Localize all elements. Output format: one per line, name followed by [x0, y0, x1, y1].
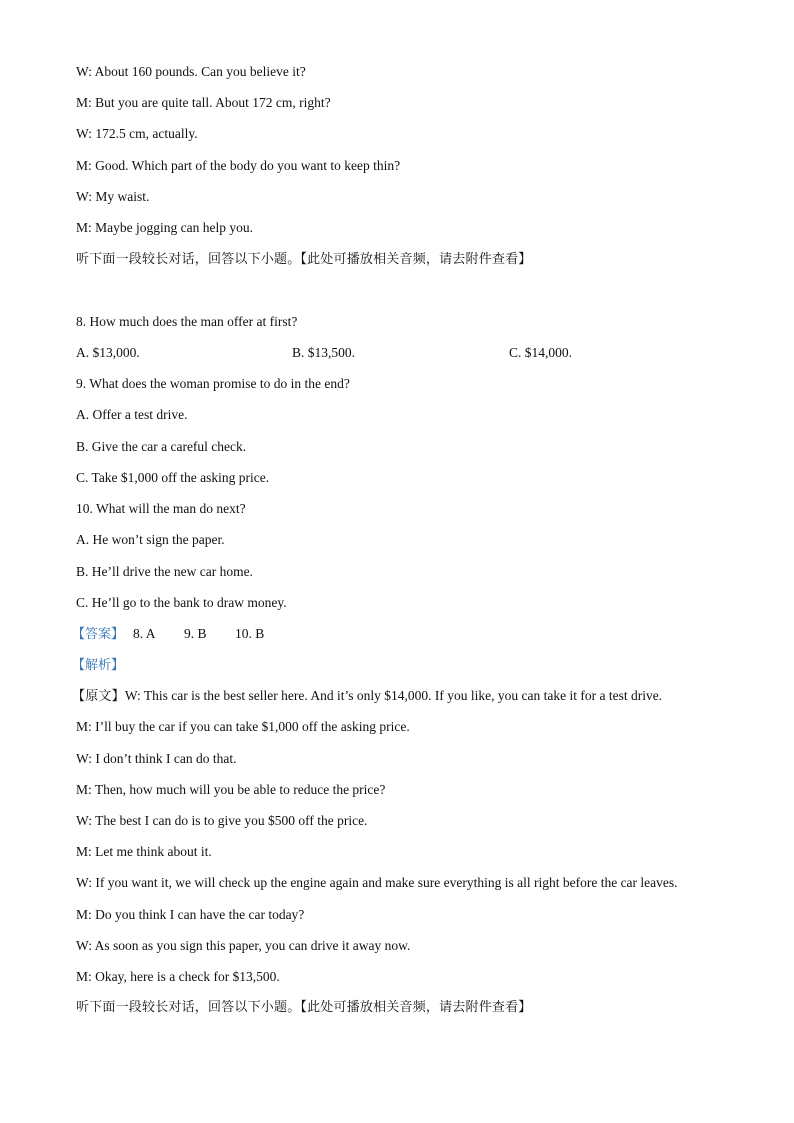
- q10-option-b: B. He’ll drive the new car home.: [76, 564, 253, 579]
- q9-option-c: C. Take $1,000 off the asking price.: [76, 470, 270, 485]
- analysis-row: [72, 657, 124, 674]
- dialog-line: W: About 160 pounds. Can you believe it?: [76, 64, 306, 79]
- answer-9: 9. B: [184, 626, 207, 641]
- dialog-line: M: Maybe jogging can help you.: [76, 220, 253, 235]
- transcript-text: W: This car is the best seller here. And it’s only $14,000. If you like, you can take it for a test drive.: [124, 688, 663, 703]
- dialog-line: M: But you are quite tall. About 172 cm, right?: [76, 95, 331, 110]
- question-10: 10. What will the man do next?: [76, 501, 246, 516]
- answer-label: 【答案】: [72, 627, 125, 642]
- question-9: 9. What does the woman promise to do in the end?: [76, 376, 350, 391]
- transcript-line: M: Then, how much will you be able to reduce the price?: [76, 782, 386, 797]
- transcript-line: W: The best I can do is to give you $500 off the price.: [76, 813, 368, 828]
- transcript-line: W: I don’t think I can do that.: [76, 751, 237, 766]
- listening-instruction: 听下面一段较长对话，回答以下小题。【此处可播放相关音频，请去附件查看】: [76, 252, 532, 267]
- answer-10: 10. B: [235, 626, 265, 641]
- analysis-label: 【解析】: [72, 658, 125, 673]
- transcript-first-line: [72, 688, 662, 705]
- dialog-line: W: 172.5 cm, actually.: [76, 126, 198, 141]
- transcript-line: M: Do you think I can have the car today?: [76, 907, 305, 922]
- transcript-line: M: Okay, here is a check for $13,500.: [76, 969, 280, 984]
- listening-instruction: 听下面一段较长对话，回答以下小题。【此处可播放相关音频，请去附件查看】: [76, 1000, 532, 1015]
- q10-option-c: C. He’ll go to the bank to draw money.: [76, 595, 287, 610]
- transcript-line: W: As soon as you sign this paper, you can drive it away now.: [76, 938, 411, 953]
- q9-option-b: B. Give the car a careful check.: [76, 439, 247, 454]
- q9-option-a: A. Offer a test drive.: [76, 407, 188, 422]
- transcript-label: 【原文】: [72, 689, 125, 704]
- dialog-line: M: Good. Which part of the body do you want to keep thin?: [76, 158, 401, 173]
- question-8: 8. How much does the man offer at first?: [76, 314, 298, 329]
- q8-option-b: B. $13,500.: [292, 345, 356, 360]
- q8-option-c: C. $14,000.: [509, 345, 573, 360]
- transcript-line: M: Let me think about it.: [76, 844, 212, 859]
- q10-option-a: A. He won’t sign the paper.: [76, 532, 225, 547]
- answer-8: 8. A: [133, 626, 156, 641]
- q8-option-a: A. $13,000.: [76, 345, 140, 360]
- transcript-line: M: I’ll buy the car if you can take $1,000 off the asking price.: [76, 719, 410, 734]
- dialog-line: W: My waist.: [76, 189, 150, 204]
- transcript-line: W: If you want it, we will check up the engine again and make sure everything is all right before the car leaves.: [76, 875, 678, 890]
- answer-row: [72, 626, 124, 643]
